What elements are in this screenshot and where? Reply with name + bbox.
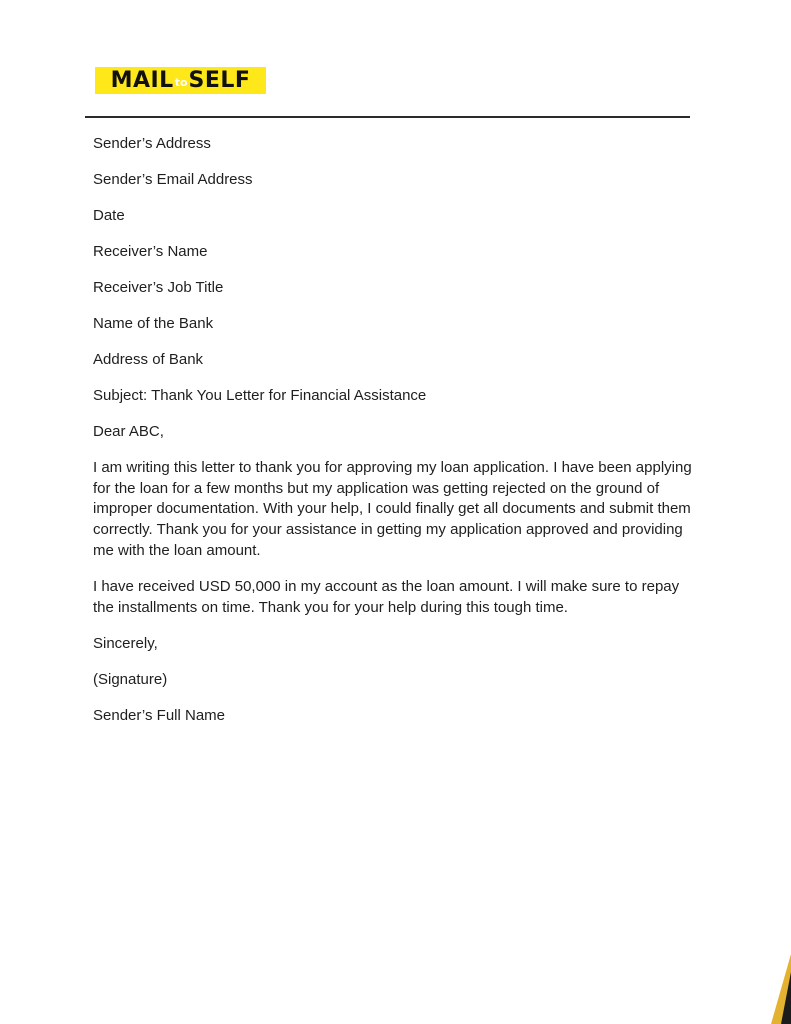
letter-body [93, 134, 703, 742]
bank-name: Name of the Bank [93, 314, 214, 332]
letter-date: Date [93, 206, 125, 224]
brand-logo [95, 67, 266, 94]
corner-decoration [751, 954, 791, 1024]
salutation: Dear ABC, [93, 422, 164, 440]
letter-subject: Subject: Thank You Letter for Financial Assistance [93, 386, 427, 404]
body-paragraph-2: I have received USD 50,000 in my account as the loan amount. I will make sure to repay the installments on time. Thank you for your help during this tough time. [93, 578, 680, 616]
logo-text-mail: MAIL [110, 67, 174, 93]
logo-text-to: to [174, 76, 188, 89]
body-paragraph-1: I am writing this letter to thank you for approving my loan application. I have been applying for the loan for a few months but my application was getting rejected on the ground of improper documentation. With your help, I could finally get all documents and submit them correctly. Thank you for your assistance in getting my application approved and providing me with the loan amount. [93, 458, 692, 560]
receiver-job-title: Receiver’s Job Title [93, 278, 224, 296]
signature-placeholder: (Signature) [93, 670, 168, 688]
header-divider [85, 116, 690, 118]
bank-address: Address of Bank [93, 350, 204, 368]
sender-email: Sender’s Email Address [93, 170, 253, 188]
receiver-name: Receiver’s Name [93, 242, 208, 260]
sender-address: Sender’s Address [93, 135, 211, 152]
closing: Sincerely, [93, 634, 158, 652]
sender-full-name: Sender’s Full Name [93, 706, 226, 724]
logo-text-self: SELF [188, 67, 251, 93]
